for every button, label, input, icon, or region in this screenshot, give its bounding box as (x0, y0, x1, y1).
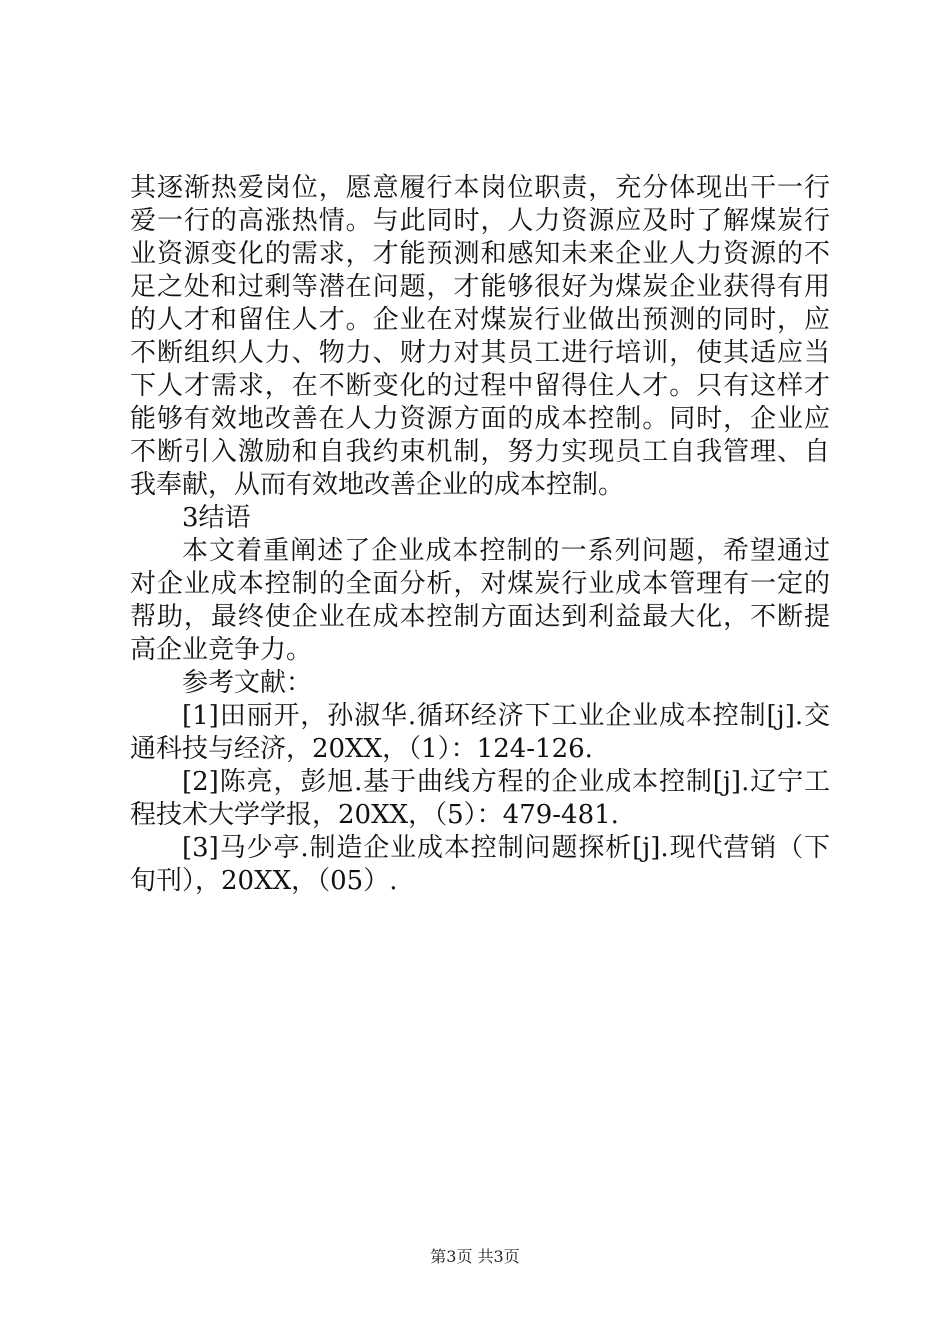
conclusion-paragraph: 本文着重阐述了企业成本控制的一系列问题，希望通过对企业成本控制的全面分析，对煤炭行业成本管理有一定的帮助，最终使企业在成本控制方面达到利益最大化，不断提高企业竞争力。 (130, 536, 830, 665)
section-heading: 3结语 (182, 503, 251, 533)
document-body (130, 172, 830, 898)
references-heading: 参考文献： (182, 668, 313, 698)
reference-item-3: [3]马少亭.制造企业成本控制问题探析[j].现代营销（下旬刊），20XX，（05）. (130, 833, 830, 896)
reference-item-1: [1]田丽开，孙淑华.循环经济下工业企业成本控制[j].交通科技与经济，20XX，（1）：124-126. (130, 701, 830, 764)
reference-item-2: [2]陈亮，彭旭.基于曲线方程的企业成本控制[j].辽宁工程技术大学学报，20XX，（5）：479-481. (130, 767, 830, 830)
body-paragraph: 其逐渐热爱岗位，愿意履行本岗位职责，充分体现出干一行爱一行的高涨热情。与此同时，人力资源应及时了解煤炭行业资源变化的需求，才能预测和感知未来企业人力资源的不足之处和过剩等潜在问题，才能够很好为煤炭企业获得有用的人才和留住人才。企业在对煤炭行业做出预测的同时，应不断组织人力、物力、财力对其员工进行培训，使其适应当下人才需求，在不断变化的过程中留得住人才。只有这样才能够有效地改善在人力资源方面的成本控制。同时，企业应不断引入激励和自我约束机制，努力实现员工自我管理、自我奉献，从而有效地改善企业的成本控制。 (130, 173, 830, 500)
page-number: 第3页 共3页 (430, 1247, 520, 1266)
page-footer (0, 1244, 950, 1267)
